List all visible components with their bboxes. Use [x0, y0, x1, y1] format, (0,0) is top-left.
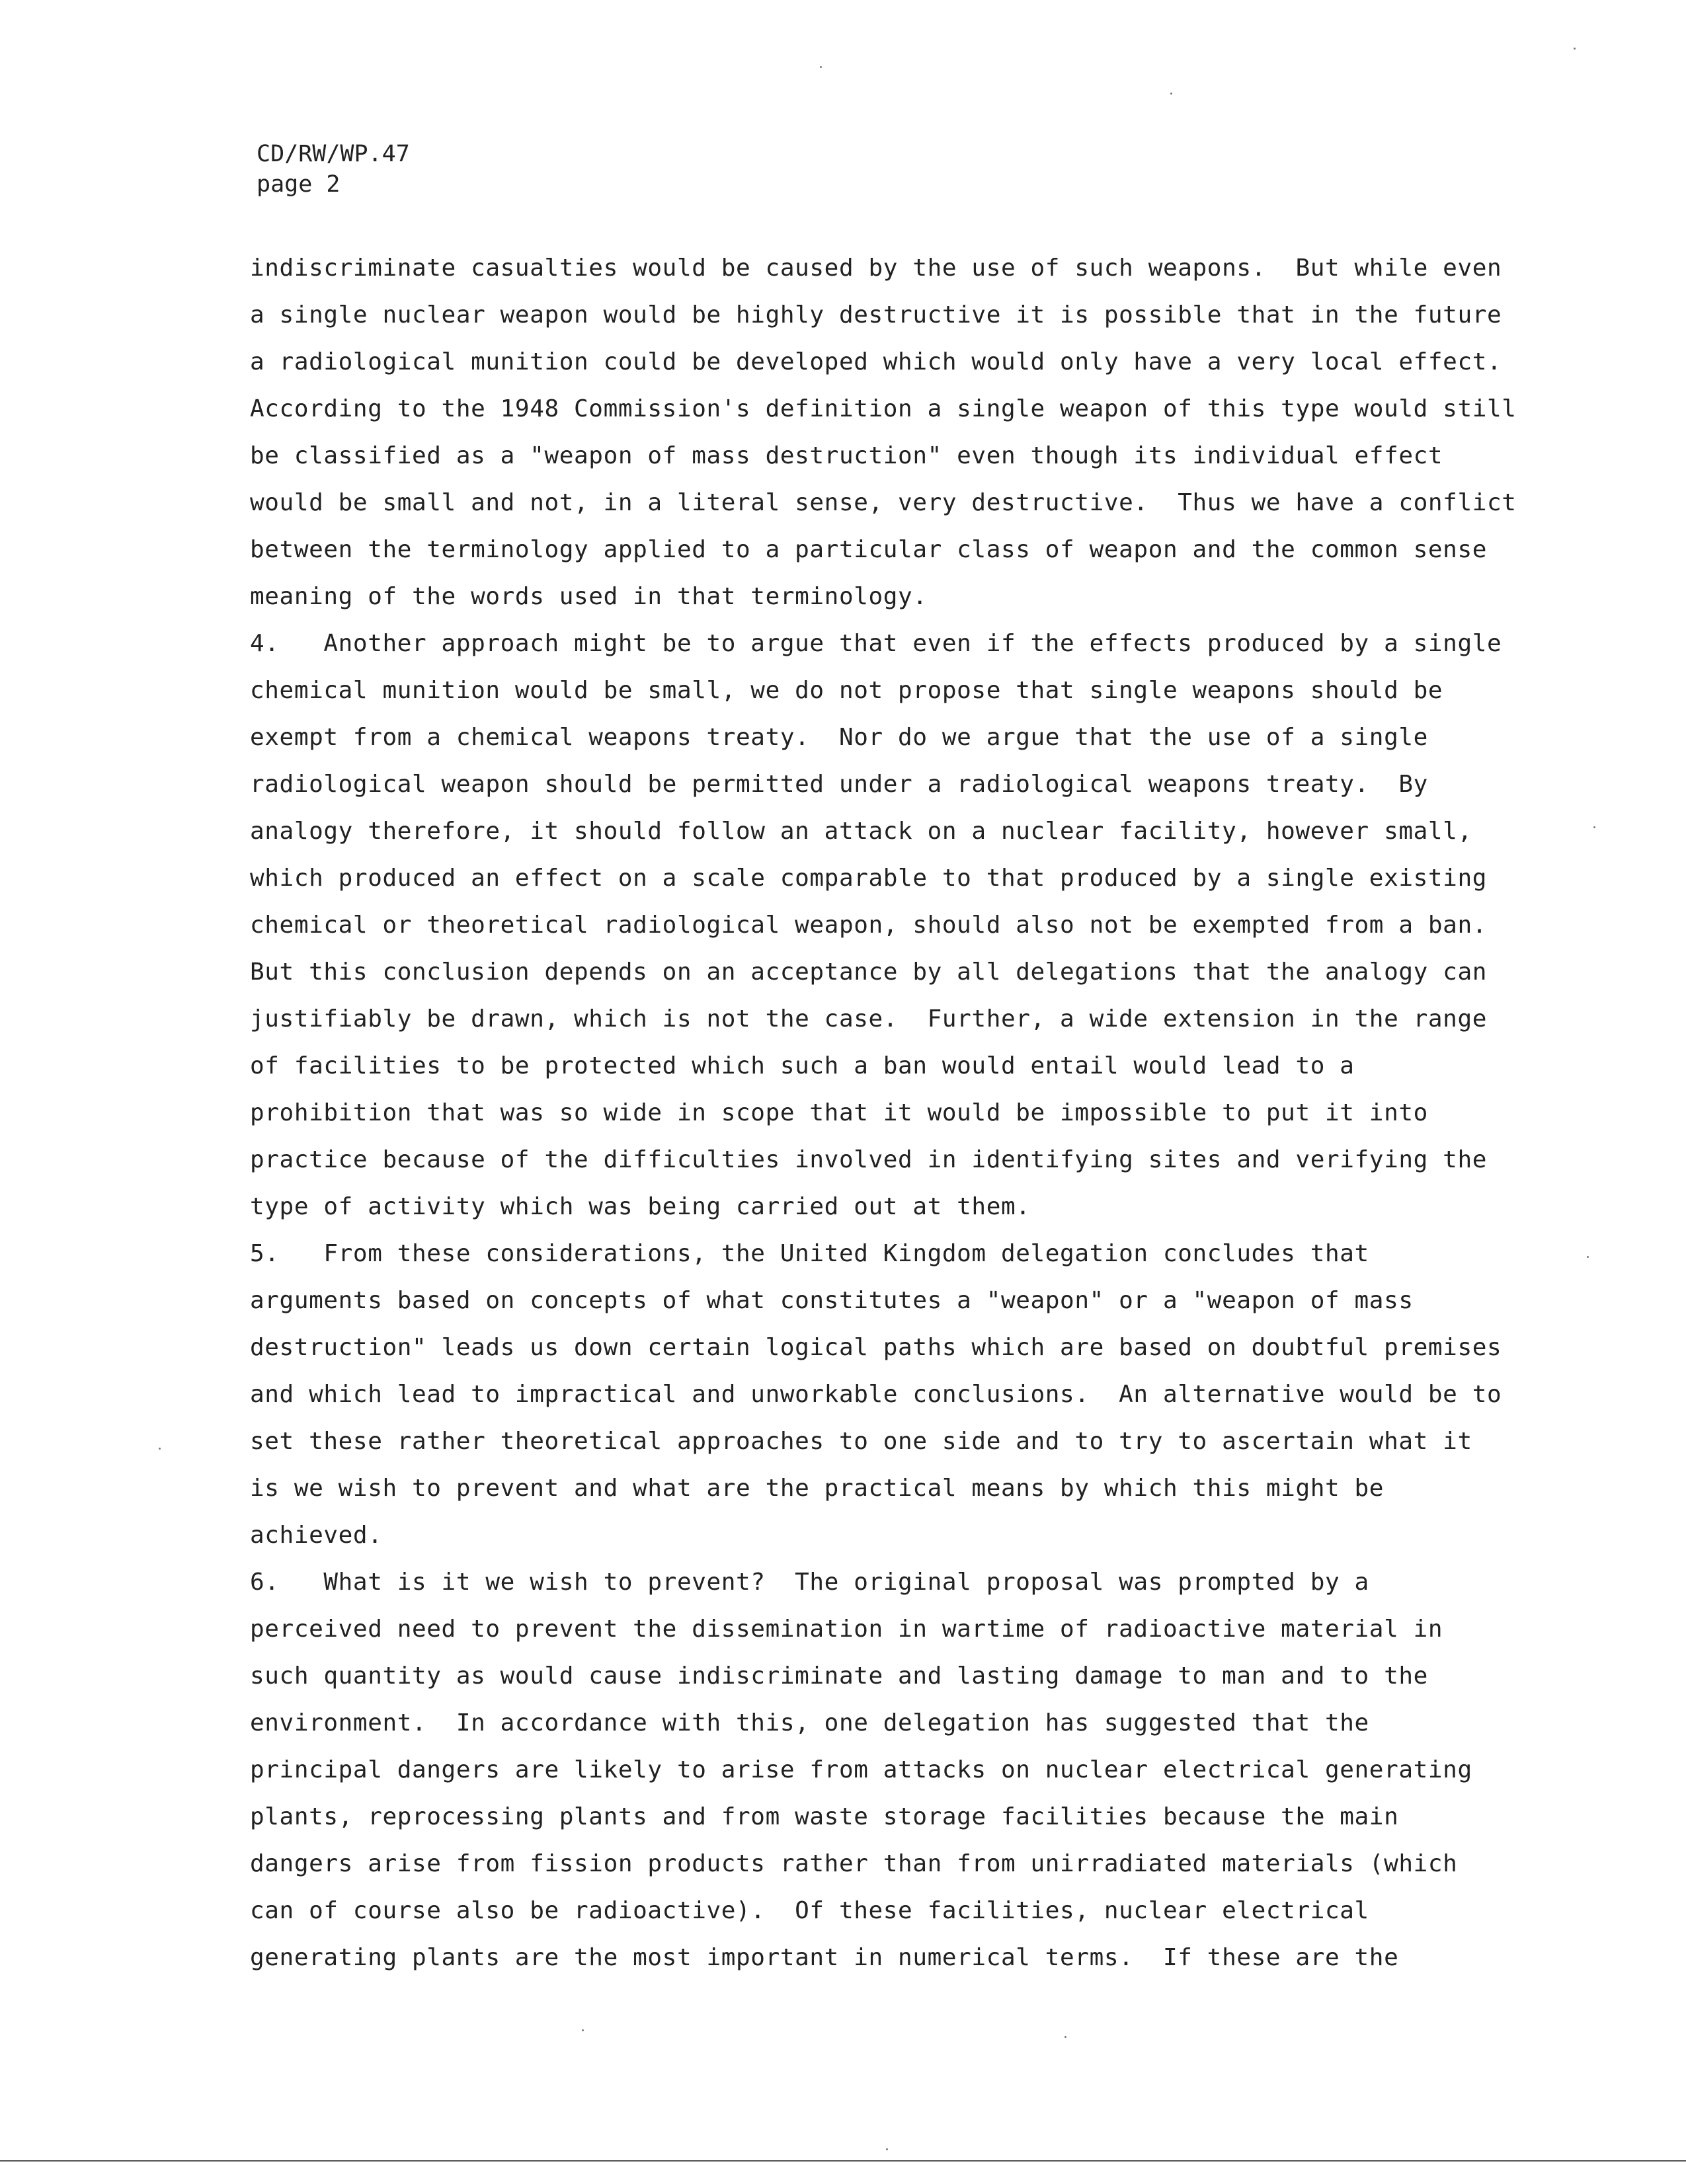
text-line: is we wish to prevent and what are the practical means by which this might be	[250, 1475, 1385, 1502]
scan-speck	[1587, 1256, 1589, 1258]
text-line: dangers arise from fission products rather than from unirradiated materials (which	[250, 1850, 1458, 1877]
text-line: According to the 1948 Commission's definition a single weapon of this type would still	[250, 395, 1517, 422]
scan-speck	[820, 66, 822, 68]
text-line: perceived need to prevent the dissemination in wartime of radioactive material in	[250, 1616, 1443, 1643]
text-line: a single nuclear weapon would be highly destructive it is possible that in the future	[250, 301, 1502, 329]
text-line: But this conclusion depends on an acceptance by all delegations that the analogy can	[250, 958, 1488, 986]
text-line: chemical munition would be small, we do not propose that single weapons should be	[250, 677, 1443, 704]
text-line: can of course also be radioactive). Of these facilities, nuclear electrical	[250, 1897, 1369, 1924]
text-line: generating plants are the most important in numerical terms. If these are the	[250, 1944, 1399, 1971]
scan-speck	[1574, 48, 1576, 50]
scan-speck	[1064, 2036, 1066, 2038]
text-line: be classified as a "weapon of mass destruction" even though its individual effect	[250, 442, 1443, 469]
text-line: plants, reprocessing plants and from waste storage facilities because the main	[250, 1803, 1399, 1830]
text-line: radiological weapon should be permitted under a radiological weapons treaty. By	[250, 771, 1428, 798]
document-symbol: CD/RW/WP.47	[257, 141, 410, 167]
paragraph-5-start: 5. From these considerations, the United Kingdom delegation concludes that	[250, 1240, 1369, 1267]
text-line: principal dangers are likely to arise from attacks on nuclear electrical generating	[250, 1756, 1472, 1783]
paragraph-4-start: 4. Another approach might be to argue that even if the effects produced by a single	[250, 630, 1502, 657]
text-line: of facilities to be protected which such a ban would entail would lead to a	[250, 1052, 1355, 1079]
text-line: justifiably be drawn, which is not the case. Further, a wide extension in the range	[250, 1005, 1488, 1033]
document-header	[257, 139, 410, 200]
scan-speck	[886, 2148, 888, 2150]
body-text	[250, 245, 1605, 1981]
text-line: destruction" leads us down certain logical paths which are based on doubtful premises	[250, 1334, 1502, 1361]
paragraph-6-start: 6. What is it we wish to prevent? The original proposal was prompted by a	[250, 1569, 1369, 1596]
scan-speck	[159, 1448, 161, 1450]
text-line: exempt from a chemical weapons treaty. Nor do we argue that the use of a single	[250, 724, 1428, 751]
scan-speck	[1593, 826, 1595, 828]
text-line: set these rather theoretical approaches to one side and to try to ascertain what it	[250, 1428, 1472, 1455]
text-line: environment. In accordance with this, one delegation has suggested that the	[250, 1709, 1369, 1736]
text-line: arguments based on concepts of what constitutes a "weapon" or a "weapon of mass	[250, 1287, 1414, 1314]
text-line: would be small and not, in a literal sense, very destructive. Thus we have a conflict	[250, 489, 1517, 516]
text-line: chemical or theoretical radiological weapon, should also not be exempted from a ban.	[250, 912, 1488, 939]
text-line: type of activity which was being carried out at them.	[250, 1193, 1031, 1220]
page-number: page 2	[257, 171, 341, 198]
text-line: prohibition that was so wide in scope that it would be impossible to put it into	[250, 1099, 1428, 1126]
text-line: a radiological munition could be developed which would only have a very local effect.	[250, 348, 1502, 375]
text-line: indiscriminate casualties would be caused by the use of such weapons. But while even	[250, 254, 1502, 282]
scan-speck	[1170, 93, 1172, 95]
text-line: such quantity as would cause indiscriminate and lasting damage to man and to the	[250, 1662, 1428, 1690]
text-line: and which lead to impractical and unworkable conclusions. An alternative would be to	[250, 1381, 1502, 1408]
text-line: achieved.	[250, 1522, 383, 1549]
text-line: between the terminology applied to a particular class of weapon and the common sense	[250, 536, 1488, 563]
text-line: which produced an effect on a scale comparable to that produced by a single existing	[250, 865, 1488, 892]
scan-edge-line	[0, 2160, 1686, 2162]
text-line: meaning of the words used in that terminology.	[250, 583, 928, 610]
scan-speck	[582, 2029, 584, 2031]
text-line: analogy therefore, it should follow an attack on a nuclear facility, however small,	[250, 818, 1472, 845]
text-line: practice because of the difficulties involved in identifying sites and verifying the	[250, 1146, 1488, 1173]
